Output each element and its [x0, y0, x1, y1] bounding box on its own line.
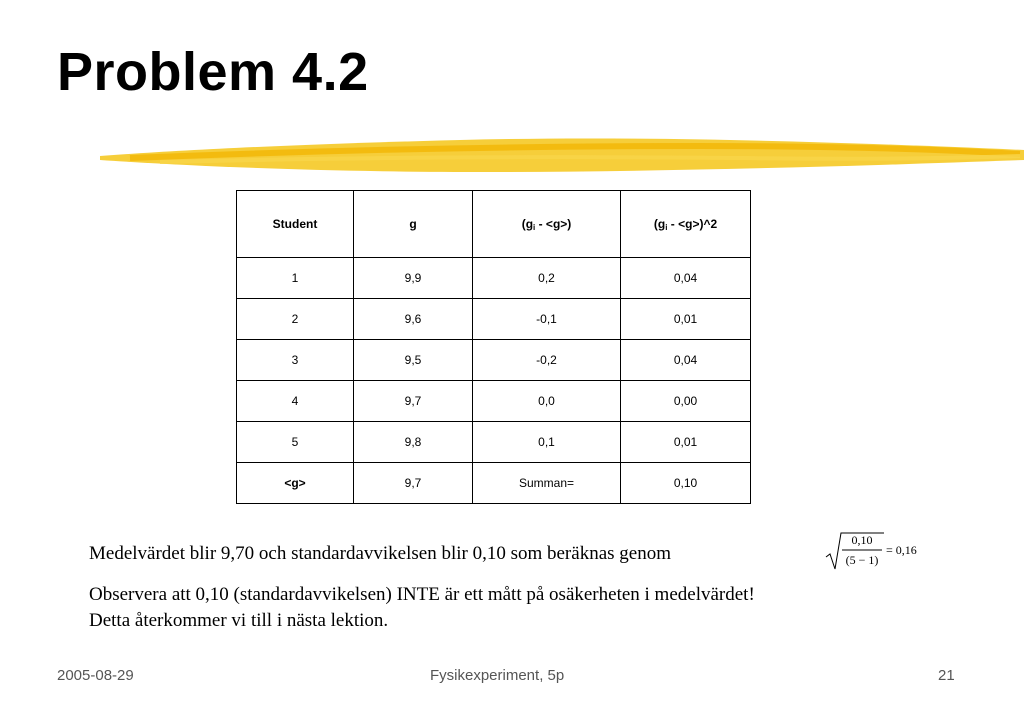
note-paragraph — [89, 582, 755, 634]
header-student: Student — [237, 191, 354, 258]
note-line-1: Observera att 0,10 (standardavvikelsen) INTE är ett mått på osäkerheten i medelvärdet! — [89, 584, 755, 605]
cell-squared-deviation: 0,04 — [621, 258, 751, 299]
footer-date: 2005-08-29 — [57, 667, 134, 684]
formula-denominator: (5 − 1) — [845, 553, 879, 567]
formula-numerator: 0,10 — [851, 533, 873, 547]
footer-course: Fysikexperiment, 5p — [430, 667, 565, 684]
table-header-row — [237, 191, 751, 258]
cell-sum-label: Summan= — [473, 463, 621, 504]
header-g: g — [354, 191, 473, 258]
cell-sum-value: 0,10 — [621, 463, 751, 504]
cell-student: 2 — [237, 299, 354, 340]
results-table — [236, 190, 751, 504]
table-summary-row — [237, 463, 751, 504]
table-row — [237, 422, 751, 463]
mean-std-sentence: Medelvärdet blir 9,70 och standardavvikelsen blir 0,10 som beräknas genom — [89, 543, 671, 564]
cell-deviation: 0,2 — [473, 258, 621, 299]
slide-title: Problem 4.2 — [57, 42, 369, 102]
cell-g: 9,6 — [354, 299, 473, 340]
footer-page-number: 21 — [938, 667, 955, 684]
cell-g: 9,5 — [354, 340, 473, 381]
table-row — [237, 340, 751, 381]
cell-squared-deviation: 0,00 — [621, 381, 751, 422]
cell-g: 9,9 — [354, 258, 473, 299]
cell-mean-value: 9,7 — [354, 463, 473, 504]
cell-student: 3 — [237, 340, 354, 381]
std-formula — [824, 530, 934, 572]
header-deviation: (gi - <g>) — [473, 191, 621, 258]
note-line-2: Detta återkommer vi till i nästa lektion. — [89, 610, 389, 631]
table-row — [237, 299, 751, 340]
table-row — [237, 381, 751, 422]
cell-student: 4 — [237, 381, 354, 422]
cell-deviation: -0,2 — [473, 340, 621, 381]
header-squared-deviation: (gi - <g>)^2 — [621, 191, 751, 258]
cell-student: 5 — [237, 422, 354, 463]
cell-mean-label: <g> — [237, 463, 354, 504]
cell-squared-deviation: 0,01 — [621, 422, 751, 463]
highlighter-stroke-decoration — [100, 136, 1024, 176]
table-row — [237, 258, 751, 299]
cell-squared-deviation: 0,01 — [621, 299, 751, 340]
cell-student: 1 — [237, 258, 354, 299]
cell-g: 9,8 — [354, 422, 473, 463]
cell-deviation: 0,1 — [473, 422, 621, 463]
cell-squared-deviation: 0,04 — [621, 340, 751, 381]
cell-deviation: -0,1 — [473, 299, 621, 340]
cell-deviation: 0,0 — [473, 381, 621, 422]
formula-result: = 0,16 — [886, 543, 917, 557]
cell-g: 9,7 — [354, 381, 473, 422]
